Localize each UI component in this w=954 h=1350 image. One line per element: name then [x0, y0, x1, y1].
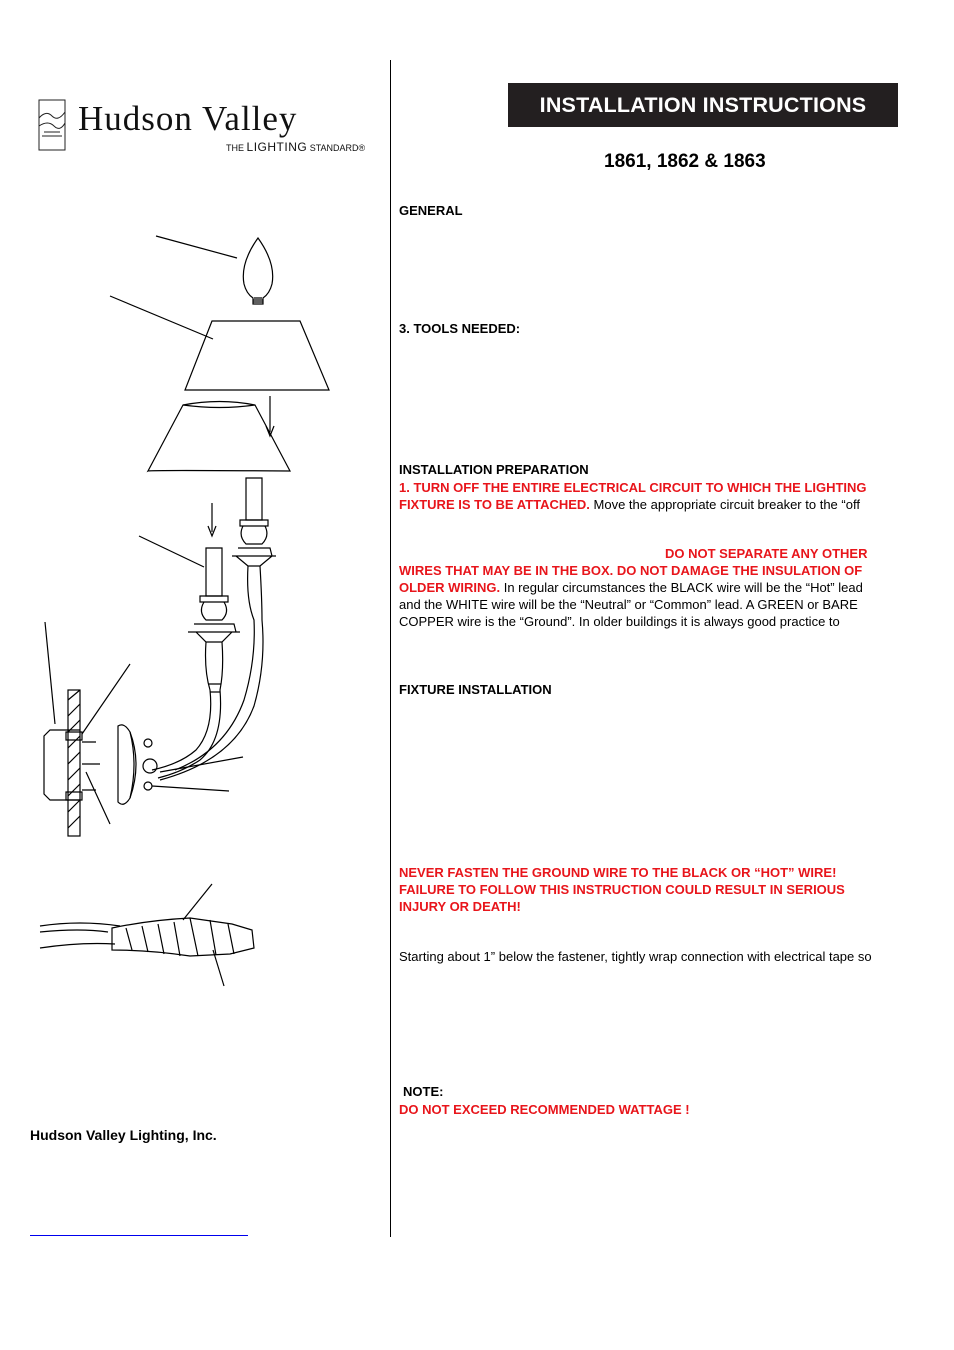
- prep-line-3: DO NOT SEPARATE ANY OTHER: [665, 546, 868, 561]
- callout-line: [139, 536, 204, 567]
- section-prep: INSTALLATION PREPARATION: [399, 462, 589, 477]
- fixture-illustration: [0, 0, 390, 1100]
- model-numbers: 1861, 1862 & 1863: [604, 151, 766, 172]
- callout-line: [156, 236, 237, 258]
- logo-wordmark: Hudson Valley: [78, 99, 298, 138]
- prep-line-5-black: In regular circumstances the BLACK wire will be the “Hot” lead: [500, 580, 863, 595]
- tape-instruction: Starting about 1” below the fastener, tightly wrap connection with electrical tape so: [399, 949, 872, 964]
- callout-line: [213, 950, 224, 986]
- prep-line-2-red: FIXTURE IS TO BE ATTACHED.: [399, 497, 590, 512]
- prep-line-7: COPPER wire is the “Ground”. In older buildings it is always good practice to: [399, 614, 840, 629]
- callout-line: [183, 884, 212, 920]
- callout-line: [152, 786, 229, 791]
- arm-right-drawing: [160, 478, 276, 780]
- ground-warning-2: FAILURE TO FOLLOW THIS INSTRUCTION COULD RESULT IN SERIOUS: [399, 882, 845, 897]
- callout-line: [45, 622, 55, 724]
- shade-top-drawing: [110, 296, 329, 436]
- section-tools: 3. TOOLS NEEDED:: [399, 321, 521, 336]
- logo-tagline-lighting: LIGHTING: [246, 140, 308, 154]
- callout-line: [110, 296, 213, 339]
- title-banner: INSTALLATION INSTRUCTIONS: [508, 83, 898, 127]
- prep-line-2-black: Move the appropriate circuit breaker to the “off: [589, 497, 860, 512]
- prep-line-6: and the WHITE wire will be the “Neutral” or “Common” lead. A GREEN or BARE: [399, 597, 858, 612]
- logo-tagline-standard: STANDARD®: [309, 143, 366, 153]
- ground-warning-1: NEVER FASTEN THE GROUND WIRE TO THE BLACK OR “HOT” WIRE!: [399, 865, 837, 880]
- wattage-warning: DO NOT EXCEED RECOMMENDED WATTAGE !: [399, 1102, 690, 1117]
- wire-connection-drawing: [40, 884, 254, 986]
- shade-bottom-drawing: [148, 402, 290, 537]
- callout-line: [86, 772, 110, 824]
- link-underline[interactable]: [30, 1235, 248, 1236]
- mounting-drawing: [44, 622, 243, 836]
- section-general: GENERAL: [399, 203, 463, 218]
- prep-line-1: 1. TURN OFF THE ENTIRE ELECTRICAL CIRCUIT TO WHICH THE LIGHTING: [399, 480, 867, 495]
- prep-line-4: WIRES THAT MAY BE IN THE BOX. DO NOT DAMAGE THE INSULATION OF: [399, 563, 863, 578]
- logo-tagline-the: THE: [226, 143, 244, 153]
- section-note: NOTE:: [403, 1084, 444, 1099]
- arm-left-drawing: [139, 536, 240, 778]
- ground-warning-3: INJURY OR DEATH!: [399, 899, 521, 914]
- column-divider: [390, 60, 391, 1237]
- section-fixture: FIXTURE INSTALLATION: [399, 682, 552, 697]
- bulb-drawing: [156, 236, 273, 304]
- prep-line-5: [399, 579, 863, 596]
- company-name: Hudson Valley Lighting, Inc.: [30, 1127, 217, 1143]
- prep-line-2: [399, 496, 860, 513]
- callout-line: [82, 664, 130, 734]
- prep-line-5-red: OLDER WIRING.: [399, 580, 501, 595]
